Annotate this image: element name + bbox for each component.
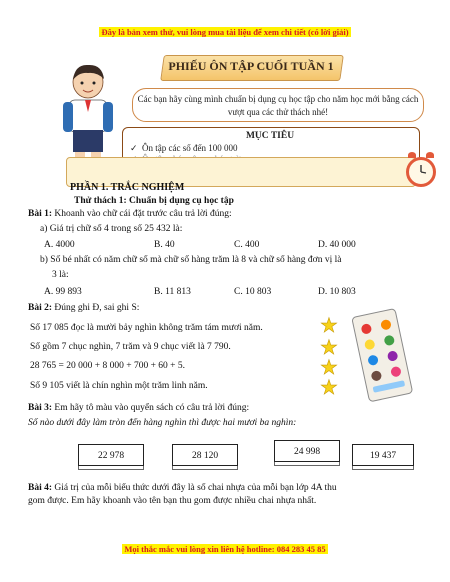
book-option-3[interactable]: 24 998: [274, 440, 340, 466]
speech-bubble: Các bạn hãy cùng mình chuẩn bị dụng cụ học tập cho năm học mới bằng cách vượt qua các thử thách nhé!: [132, 88, 424, 122]
goal-item: ✓ Ôn tập các số đến 100 000: [130, 143, 238, 153]
goals-title: MỤC TIÊU: [245, 131, 295, 141]
question-4-cont: gom được. Em hãy khoanh vào tên bạn thu gom được nhiều chai nhựa nhất.: [28, 496, 317, 506]
option-d[interactable]: D. 10 803: [318, 287, 356, 297]
hotline-note: Mọi thắc mắc vui lòng xin liên hệ hotline: 084 283 45 85: [124, 544, 326, 554]
preview-note: Đây là bản xem thử, vui lòng mua tài liệu để xem chi tiết (có lời giải): [101, 27, 349, 37]
question-3-prompt: Số nào dưới đây làm tròn đến hàng nghìn thì được hai mươi ba nghìn:: [28, 418, 297, 428]
alarm-clock-icon: [406, 157, 436, 187]
option-b[interactable]: B. 11 813: [154, 287, 191, 297]
book-option-4[interactable]: 19 437: [352, 444, 414, 470]
worksheet-title: PHIẾU ÔN TẬP CUỐI TUẦN 1: [168, 59, 334, 73]
option-a[interactable]: A. 4000: [44, 240, 75, 250]
option-a[interactable]: A. 99 893: [44, 287, 82, 297]
answer-star-icon[interactable]: ★: [320, 337, 338, 359]
part-heading: PHẦN 1. TRẮC NGHIỆM: [70, 182, 185, 193]
question-1b: b) Số bé nhất có năm chữ số mà chữ số hàng trăm là 8 và chữ số hàng đơn vị là: [40, 255, 342, 265]
question-1a: a) Giá trị chữ số 4 trong số 25 432 là:: [40, 224, 183, 234]
challenge-title: Thử thách 1: Chuẩn bị dụng cụ học tập: [74, 196, 234, 206]
question-3: Bài 3: Em hãy tô màu vào quyển sách có câu trả lời đúng:: [28, 403, 250, 413]
option-c[interactable]: C. 400: [234, 240, 260, 250]
clock-hands-icon: [409, 160, 433, 184]
statement: Số 17 085 đọc là mười bảy nghìn không trăm tám mươi năm.: [30, 323, 263, 333]
statement: Số gồm 7 chục nghìn, 7 trăm và 9 chục viết là 7 790.: [30, 342, 231, 352]
answer-star-icon[interactable]: ★: [320, 357, 338, 379]
book-option-2[interactable]: 28 120: [172, 444, 238, 470]
clock-bell-icon: [426, 152, 434, 158]
answer-star-icon[interactable]: ★: [320, 377, 338, 399]
question-1: Bài 1: Khoanh vào chữ cái đặt trước câu trả lời đúng:: [28, 209, 232, 219]
paint-palette-icon: [352, 306, 414, 402]
option-d[interactable]: D. 40 000: [318, 240, 356, 250]
statement: 28 765 = 20 000 + 8 000 + 700 + 60 + 5.: [30, 361, 186, 371]
book-option-1[interactable]: 22 978: [78, 444, 144, 470]
question-2: Bài 2: Đúng ghi Đ, sai ghi S:: [28, 303, 140, 313]
statement: Số 9 105 viết là chín nghìn một trăm linh năm.: [30, 381, 208, 391]
option-b[interactable]: B. 40: [154, 240, 175, 250]
question-1b-cont: 3 là:: [52, 270, 69, 280]
answer-star-icon[interactable]: ★: [320, 315, 338, 337]
option-c[interactable]: C. 10 803: [234, 287, 272, 297]
question-4: Bài 4: Giá trị của mỗi biểu thức dưới đây là số chai nhựa của mỗi bạn lớp 4A thu: [28, 483, 337, 493]
